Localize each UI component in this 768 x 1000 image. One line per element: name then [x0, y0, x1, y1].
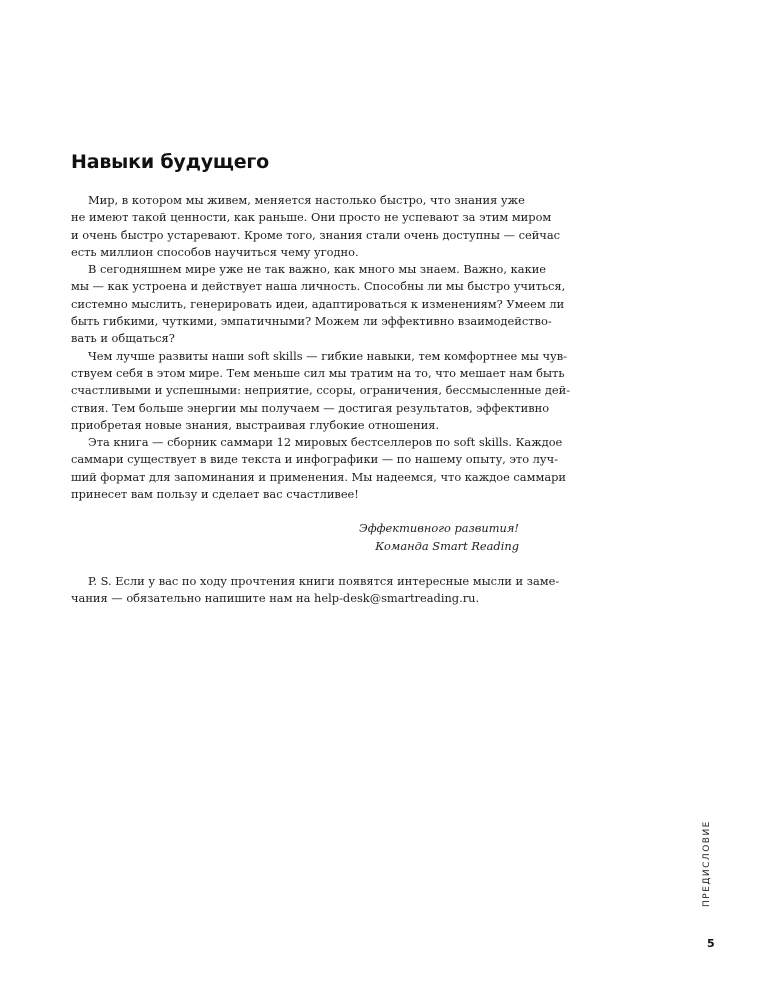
text-line: и очень быстро устаревают. Кроме того, знания стали очень доступны — сейчас	[71, 227, 561, 242]
text-line: Чем лучше развиты наши soft skills — гибкие навыки, тем комфортнее мы чув-	[88, 348, 567, 363]
text-line: приобретая новые знания, выстраивая глубокие отношения.	[71, 417, 440, 432]
text-line: не имеют такой ценности, как раньше. Они просто не успевают за этим миром	[71, 210, 552, 225]
text-line: быть гибкими, чуткими, эмпатичными? Можем ли эффективно взаимодейство-	[71, 314, 552, 329]
text-line: Эта книга — сборник саммари 12 мировых бестселлеров по soft skills. Каждое	[88, 435, 563, 450]
text-line: ствия. Тем больше энергии мы получаем — достигая результатов, эффективно	[71, 400, 550, 415]
text-line: системно мыслить, генерировать идеи, адаптироваться к изменениям? Умеем ли	[71, 296, 565, 311]
text-line: ший формат для запоминания и применения. Мы надеемся, что каждое саммари	[71, 469, 566, 484]
signature-line-2: Команда Smart Reading	[375, 538, 519, 553]
text-line: P. S. Если у вас по ходу прочтения книги появятся интересные мысли и заме-	[88, 573, 560, 588]
postscript	[71, 573, 560, 608]
chapter-side-label: ПРЕДИСЛОВИЕ	[702, 820, 712, 907]
section-heading: Навыки будущего	[71, 151, 270, 173]
text-line: саммари существует в виде текста и инфографики — по нашему опыту, это луч-	[71, 452, 558, 467]
text-line: мы — как устроена и действует наша личность. Способны ли мы быстро учиться,	[71, 279, 566, 294]
text-line: есть миллион способов научиться чему угодно.	[71, 244, 359, 259]
paragraph-3	[71, 348, 571, 434]
paragraph-2	[71, 261, 566, 347]
text-line: чания — обязательно напишите нам на help-desk@smartreading.ru.	[71, 591, 480, 606]
signature	[71, 520, 519, 555]
paragraph-1	[71, 192, 561, 261]
text-line: принесет вам пользу и сделает вас счастливее!	[71, 487, 359, 502]
signature-line-1: Эффективного развития!	[359, 521, 519, 536]
paragraph-4	[71, 434, 566, 503]
page-number: 5	[707, 937, 715, 950]
text-line: вать и общаться?	[71, 331, 175, 346]
text-line: Мир, в котором мы живем, меняется настолько быстро, что знания уже	[88, 193, 525, 207]
text-line: счастливыми и успешными: неприятие, ссоры, ограничения, бессмысленные дей-	[71, 383, 571, 398]
text-line: ствуем себя в этом мире. Тем меньше сил мы тратим на то, что мешает нам быть	[71, 365, 565, 380]
text-line: В сегодняшнем мире уже не так важно, как много мы знаем. Важно, какие	[88, 262, 547, 277]
body-text	[71, 192, 571, 608]
